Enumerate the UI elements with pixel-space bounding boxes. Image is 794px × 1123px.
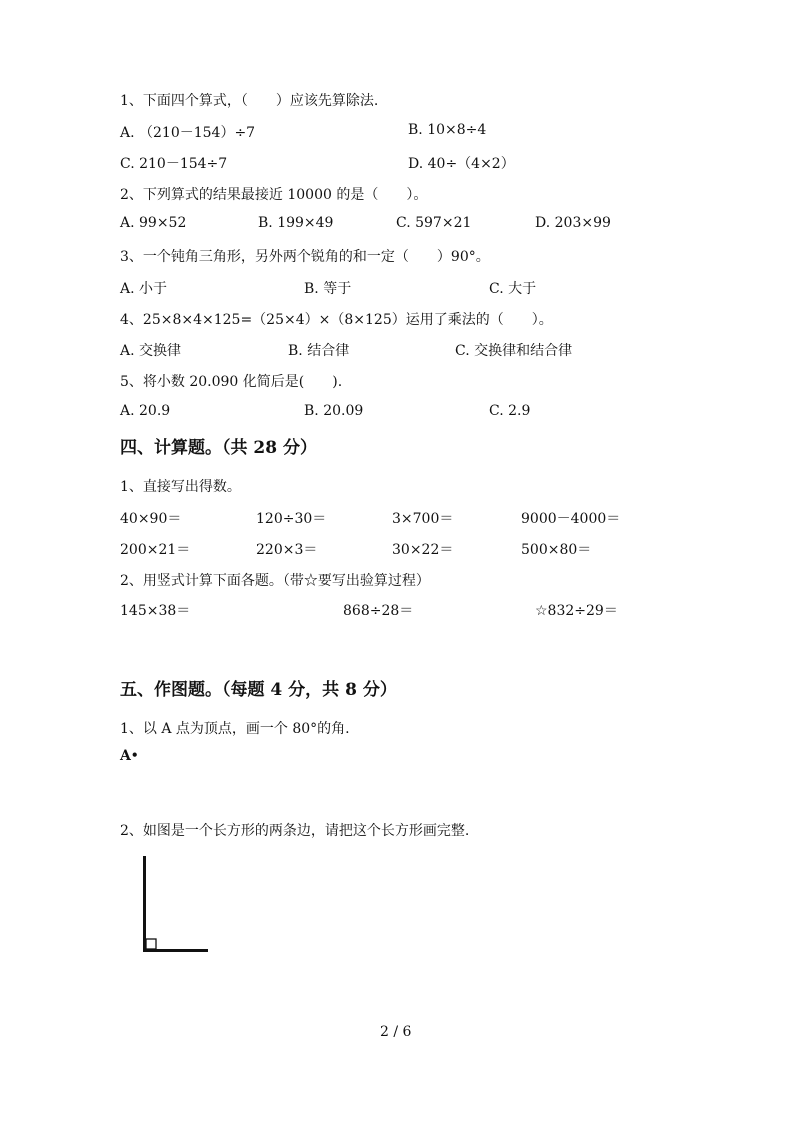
q1-option-c: C. 210－154÷7 <box>120 156 228 172</box>
q5-option-a: A. 20.9 <box>120 403 171 419</box>
mental-calc-item: 200×21＝ <box>120 542 191 558</box>
page-number: 2 / 6 <box>380 1024 412 1040</box>
q5-stem: 5、将小数 20.090 化简后是( ). <box>120 374 343 390</box>
q5-option-b: B. 20.09 <box>304 403 364 419</box>
q5-option-c: C. 2.9 <box>489 403 531 419</box>
q1-stem: 1、下面四个算式，（ ）应该先算除法. <box>120 93 379 109</box>
q2-option-a: A. 99×52 <box>120 215 187 231</box>
section-4-title: 四、计算题。（共 28 分） <box>120 438 317 458</box>
mental-calc-item: 3×700＝ <box>392 511 454 527</box>
q3-option-b: B. 等于 <box>304 281 352 297</box>
q2-option-d: D. 203×99 <box>535 215 611 231</box>
mental-calc-item: 500×80＝ <box>521 542 592 558</box>
point-a-label <box>120 748 139 764</box>
q3-stem: 3、一个钝角三角形，另外两个锐角的和一定（ ）90°。 <box>120 249 490 265</box>
draw-q1-stem: 1、以 A 点为顶点，画一个 80°的角. <box>120 721 350 737</box>
q1-option-a: A. （210－154）÷7 <box>120 125 256 141</box>
point-a-dot: • <box>130 748 139 762</box>
vertical-calc-item: ☆832÷29＝ <box>535 603 618 619</box>
mental-calc-item: 220×3＝ <box>256 542 318 558</box>
q1-option-b: B. 10×8÷4 <box>408 122 487 138</box>
q2-option-b: B. 199×49 <box>258 215 334 231</box>
q3-option-a: A. 小于 <box>120 281 168 297</box>
right-angle-mark <box>146 939 156 949</box>
draw-q2-stem: 2、如图是一个长方形的两条边，请把这个长方形画完整. <box>120 823 470 839</box>
vertical-calc-item: 868÷28＝ <box>343 603 414 619</box>
mental-calc-item: 40×90＝ <box>120 511 182 527</box>
mental-calc-item: 120÷30＝ <box>256 511 327 527</box>
calc-q2-stem: 2、用竖式计算下面各题。（带☆要写出验算过程） <box>120 573 430 589</box>
q4-stem: 4、25×8×4×125=（25×4）×（8×125）运用了乘法的（ ）。 <box>120 312 553 328</box>
vertical-calc-item: 145×38＝ <box>120 603 191 619</box>
calc-q1-stem: 1、直接写出得数。 <box>120 479 241 495</box>
section-5-title: 五、作图题。（每题 4 分，共 8 分） <box>120 680 397 700</box>
point-a-letter: A <box>120 748 131 764</box>
q4-option-b: B. 结合律 <box>288 343 350 359</box>
rectangle-sides-figure <box>135 850 215 960</box>
q4-option-a: A. 交换律 <box>120 343 182 359</box>
q3-option-c: C. 大于 <box>489 281 537 297</box>
mental-calc-item: 9000－4000＝ <box>521 511 621 527</box>
q2-stem: 2、下列算式的结果最接近 10000 的是（ ）。 <box>120 187 428 203</box>
q2-option-c: C. 597×21 <box>396 215 472 231</box>
q1-option-d: D. 40÷（4×2） <box>408 156 515 172</box>
q4-option-c: C. 交换律和结合律 <box>455 343 573 359</box>
mental-calc-item: 30×22＝ <box>392 542 454 558</box>
